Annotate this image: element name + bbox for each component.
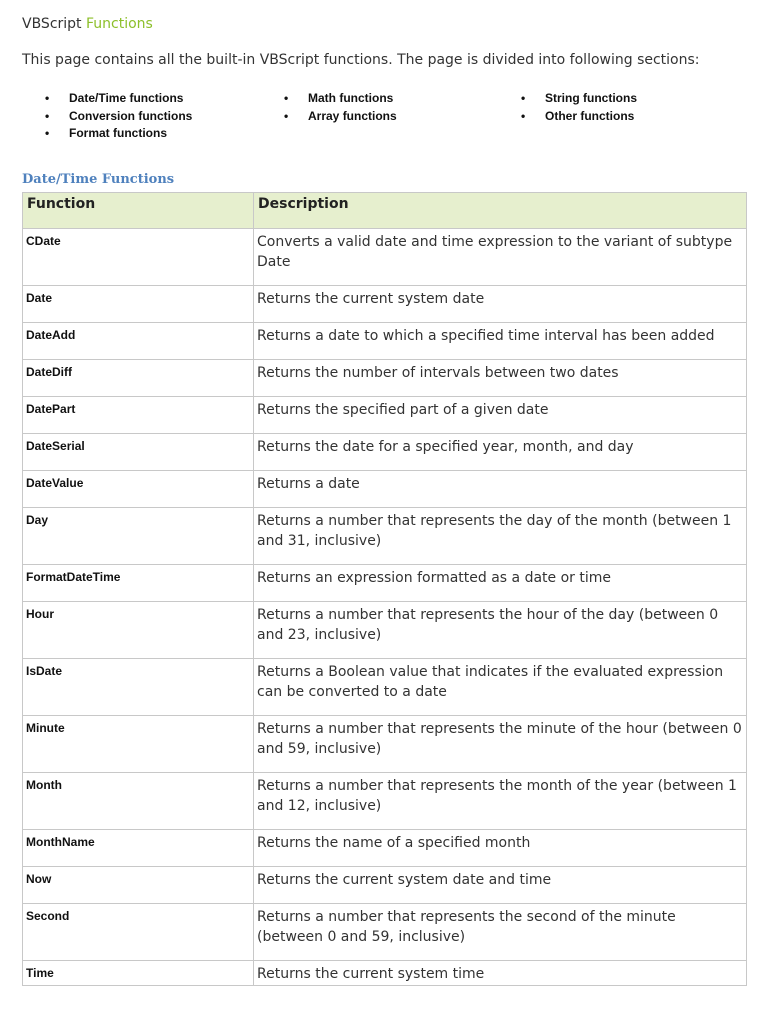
section-link-datetime[interactable]: • Date/Time functions [45, 90, 192, 108]
function-description: Returns the specified part of a given date [254, 397, 747, 434]
function-name: MonthName [23, 830, 254, 867]
function-description: Returns the name of a specified month [254, 830, 747, 867]
table-row [23, 867, 747, 904]
function-description: Returns a number that represents the hour of the day (between 0 and 23, inclusive) [254, 602, 747, 659]
functions-table [22, 192, 747, 986]
page-title-accent: Functions [86, 16, 153, 32]
function-name: CDate [23, 229, 254, 286]
function-description: Returns a number that represents the second of the minute (between 0 and 59, inclusive) [254, 904, 747, 961]
sections-column-1 [45, 90, 192, 143]
function-description: Returns the current system time [254, 961, 747, 986]
function-name: Time [23, 961, 254, 986]
page-title-prefix: VBScript [22, 16, 86, 32]
sections-column-2 [284, 90, 397, 125]
function-description: Returns an expression formatted as a date or time [254, 565, 747, 602]
table-row [23, 360, 747, 397]
function-name: DateValue [23, 471, 254, 508]
function-name: DatePart [23, 397, 254, 434]
function-description: Returns a Boolean value that indicates if the evaluated expression can be converted to a date [254, 659, 747, 716]
section-link-array[interactable]: • Array functions [284, 108, 397, 126]
function-name: Hour [23, 602, 254, 659]
intro-text: This page contains all the built-in VBScript functions. The page is divided into following sections: [22, 52, 700, 68]
table-header-row [23, 193, 747, 229]
function-name: DateDiff [23, 360, 254, 397]
table-row [23, 508, 747, 565]
section-link-string[interactable]: • String functions [521, 90, 637, 108]
section-heading-datetime: Date/Time Functions [22, 172, 175, 187]
section-link-other[interactable]: • Other functions [521, 108, 637, 126]
function-description: Returns a number that represents the day of the month (between 1 and 31, inclusive) [254, 508, 747, 565]
function-name: Now [23, 867, 254, 904]
table-row [23, 323, 747, 360]
table-row [23, 434, 747, 471]
table-row [23, 961, 747, 986]
function-name: IsDate [23, 659, 254, 716]
table-row [23, 716, 747, 773]
table-row [23, 565, 747, 602]
function-description: Returns the current system date [254, 286, 747, 323]
page-title [22, 16, 153, 32]
function-description: Returns a date to which a specified time interval has been added [254, 323, 747, 360]
column-header-function: Function [23, 193, 254, 229]
table-row [23, 229, 747, 286]
function-description: Returns a date [254, 471, 747, 508]
table-row [23, 773, 747, 830]
function-name: FormatDateTime [23, 565, 254, 602]
function-name: Date [23, 286, 254, 323]
function-name: DateAdd [23, 323, 254, 360]
function-name: Day [23, 508, 254, 565]
function-name: DateSerial [23, 434, 254, 471]
function-name: Second [23, 904, 254, 961]
function-description: Converts a valid date and time expression to the variant of subtype Date [254, 229, 747, 286]
section-link-math[interactable]: • Math functions [284, 90, 397, 108]
column-header-description: Description [254, 193, 747, 229]
table-row [23, 830, 747, 867]
function-name: Minute [23, 716, 254, 773]
function-name: Month [23, 773, 254, 830]
table-row [23, 471, 747, 508]
table-row [23, 659, 747, 716]
function-description: Returns the date for a specified year, month, and day [254, 434, 747, 471]
table-row [23, 286, 747, 323]
function-description: Returns a number that represents the month of the year (between 1 and 12, inclusive) [254, 773, 747, 830]
section-link-conversion[interactable]: • Conversion functions [45, 108, 192, 126]
function-description: Returns the number of intervals between two dates [254, 360, 747, 397]
table-row [23, 904, 747, 961]
table-row [23, 602, 747, 659]
function-description: Returns a number that represents the minute of the hour (between 0 and 59, inclusive) [254, 716, 747, 773]
function-description: Returns the current system date and time [254, 867, 747, 904]
table-row [23, 397, 747, 434]
sections-column-3 [521, 90, 637, 125]
section-link-format[interactable]: • Format functions [45, 125, 192, 143]
